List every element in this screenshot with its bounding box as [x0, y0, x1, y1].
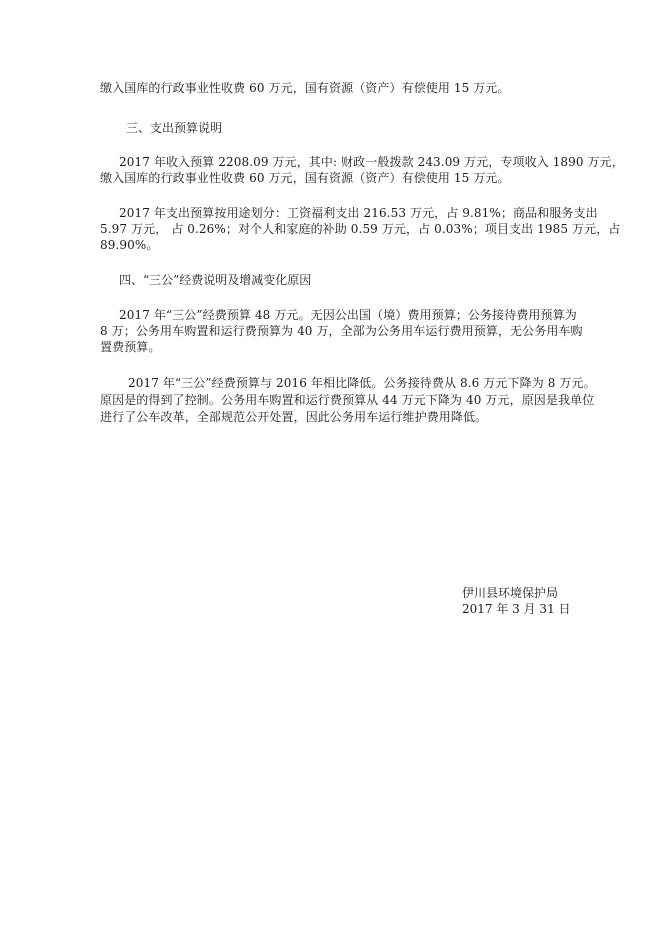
paragraph-line: 2017 年“三公”经费预算与 2016 年相比降低。公务接待费从 8.6 万元下降为 8 万元。	[128, 376, 596, 390]
paragraph-line: 缴入国库的行政事业性收费 60 万元，国有资源（资产）有偿使用 15 万元。	[100, 81, 510, 95]
paragraph-line: 5.97 万元， 占 0.26%；对个人和家庭的补助 0.59 万元，占 0.03%；项目支出 1985 万元，占	[100, 222, 621, 236]
paragraph-line: 置费预算。	[100, 340, 161, 354]
paragraph-line: 进行了公车改革，全部规范公开处置，因此公务用车运行维护费用降低。	[100, 410, 488, 424]
paragraph-line: 2017 年“三公”经费预算 48 万元。无因公出国（境）费用预算；公务接待费用预算为	[119, 308, 577, 322]
section-heading-three-public: 四、“三公”经费说明及增减变化原因	[119, 273, 312, 287]
signature-date: 2017 年 3 月 31 日	[462, 602, 571, 616]
paragraph-line: 8 万；公务用车购置和运行费预算为 40 万，全部为公务用车运行费用预算，无公务用车购	[100, 324, 583, 338]
section-heading-expenditure: 三、支出预算说明	[126, 121, 223, 135]
paragraph-line: 缴入国库的行政事业性收费 60 万元，国有资源（资产）有偿使用 15 万元。	[100, 171, 510, 185]
paragraph-line: 2017 年收入预算 2208.09 万元，其中: 财政一般拨款 243.09 万元，专项收入 1890 万元，	[119, 155, 624, 169]
signature-organization: 伊川县环境保护局	[462, 586, 559, 600]
paragraph-line: 原因是的得到了控制。公务用车购置和运行费预算从 44 万元下降为 40 万元，原因是我单位	[100, 393, 595, 407]
paragraph-line: 89.90%。	[100, 238, 159, 252]
paragraph-line: 2017 年支出预算按用途划分：工资福利支出 216.53 万元，占 9.81%；商品和服务支出	[119, 206, 598, 220]
